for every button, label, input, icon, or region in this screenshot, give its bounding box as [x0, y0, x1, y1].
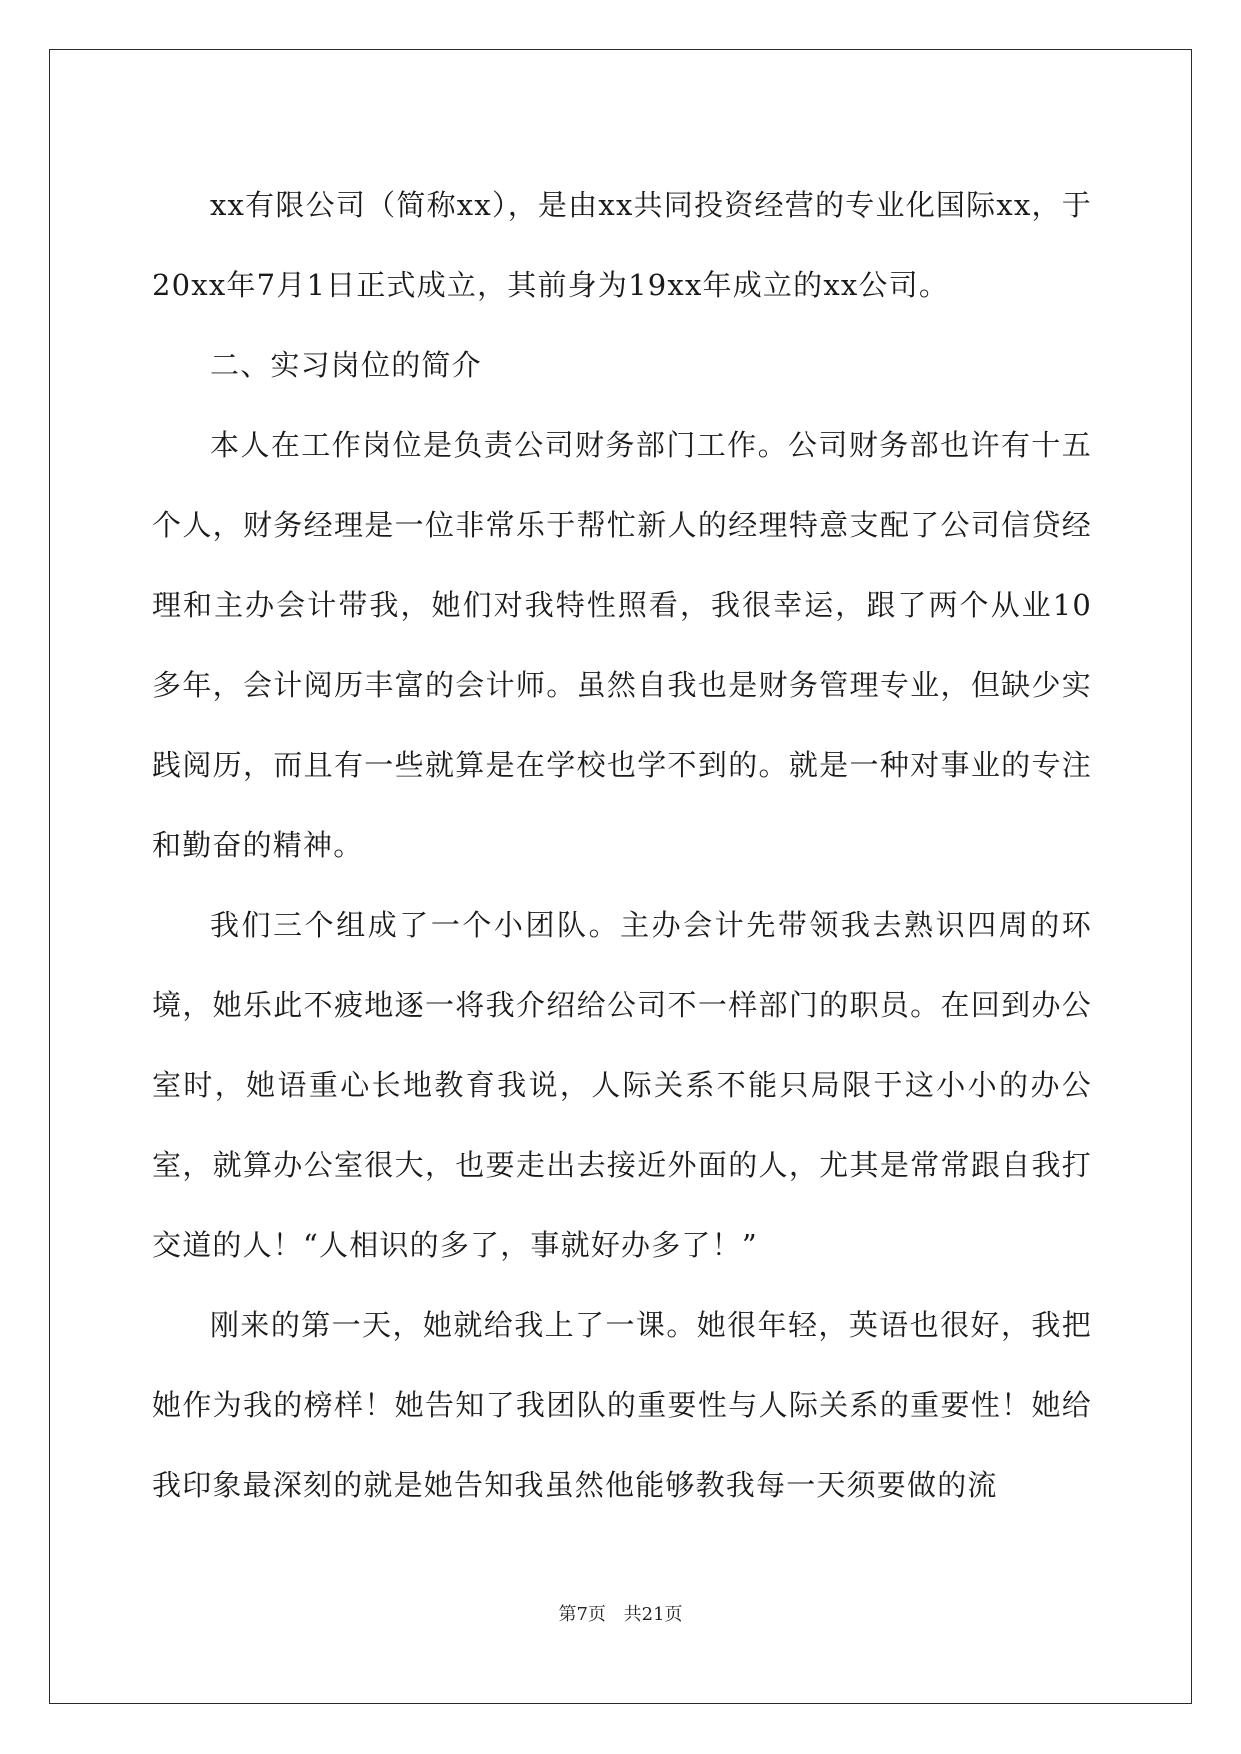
page-footer — [0, 1600, 1241, 1626]
paragraph-company-intro: xx有限公司（简称xx），是由xx共同投资经营的专业化国际xx，于20xx年7月1日正式成立，其前身为19xx年成立的xx公司。 — [152, 188, 1092, 302]
paragraph-small-team: 我们三个组成了一个小团队。主办会计先带领我去熟识四周的环境，她乐此不疲地逐一将我介绍给公司不一样部门的职员。在回到办公室时，她语重心长地教育我说，人际关系不能只局限于这小小的办公室，就算办公室很大，也要走出去接近外面的人，尤其是常常跟自我打交道的人！“人相识的多了，事就好办多了！” — [152, 908, 1092, 1262]
document-body — [152, 165, 1092, 1525]
paragraph-job-description: 本人在工作岗位是负责公司财务部门工作。公司财务部也许有十五个人，财务经理是一位非常乐于帮忙新人的经理特意支配了公司信贷经理和主办会计带我，她们对我特性照看，我很幸运，跟了两个从业10多年，会计阅历丰富的会计师。虽然自我也是财务管理专业，但缺少实践阅历，而且有一些就算是在学校也学不到的。就是一种对事业的专注和勤奋的精神。 — [152, 428, 1092, 862]
paragraph-first-day: 刚来的第一天，她就给我上了一课。她很年轻，英语也很好，我把她作为我的榜样！她告知了我团队的重要性与人际关系的重要性！她给我印象最深刻的就是她告知我虽然他能够教我每一天须要做的流 — [152, 1308, 1092, 1502]
page-number: 第7页 — [558, 1604, 606, 1625]
section-heading-internship-position: 二、实习岗位的简介 — [210, 348, 482, 382]
page-total: 共21页 — [623, 1604, 683, 1625]
